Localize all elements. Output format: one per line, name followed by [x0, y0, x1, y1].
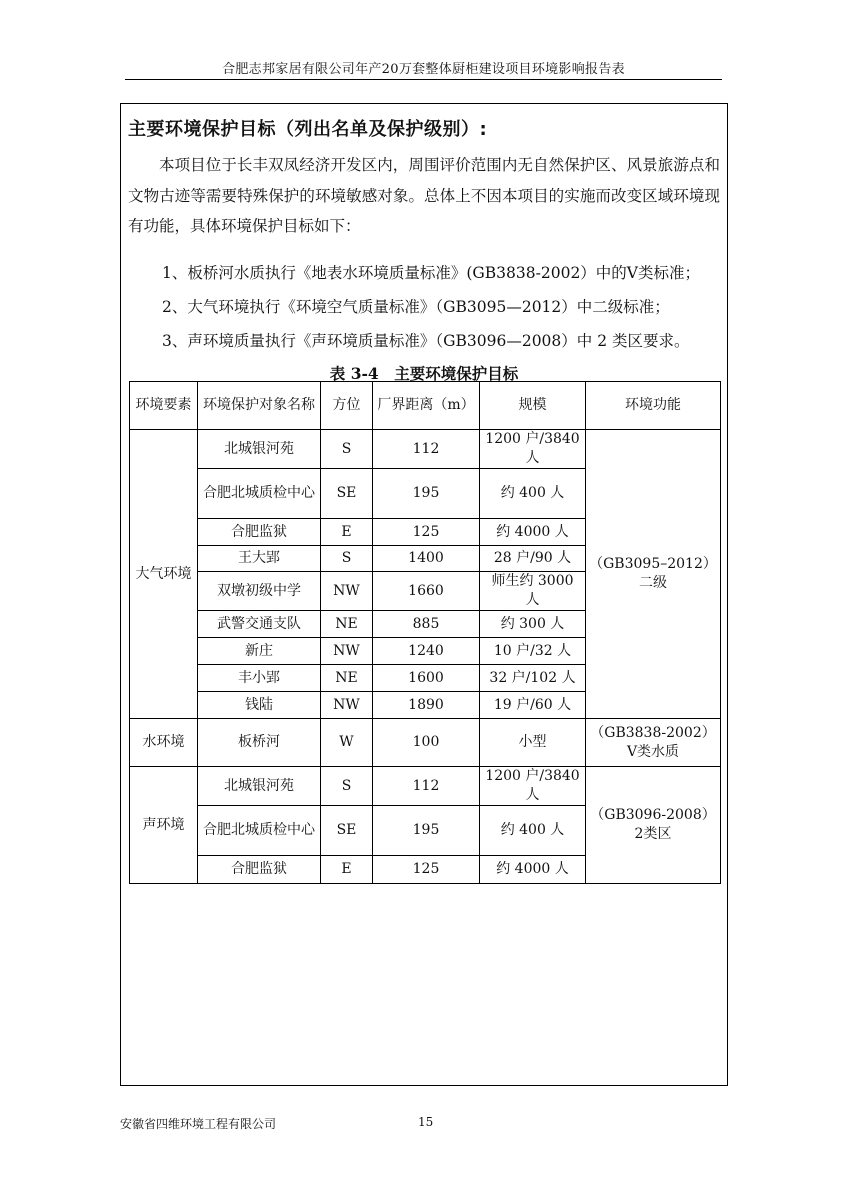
distance-cell: 1400	[373, 546, 480, 572]
direction-cell: NW	[321, 638, 373, 665]
page-header-title: 合肥志邦家居有限公司年产20万套整体厨柜建设项目环境影响报告表	[222, 62, 625, 77]
distance-cell: 885	[373, 611, 480, 638]
env-element-cell: 声环境	[130, 767, 198, 884]
env-function-cell: （GB3838-2002）Ⅴ类水质	[586, 719, 721, 767]
protection-target-item: 1、板桥河水质执行《地表水环境质量标准》(GB3838-2002）中的Ⅴ类标准；	[162, 264, 701, 282]
distance-cell: 195	[373, 806, 480, 856]
column-header: 规模	[480, 382, 586, 430]
scale-cell: 约 400 人	[480, 469, 586, 519]
target-name-cell: 北城银河苑	[198, 430, 321, 469]
scale-cell: 1200 户/3840 人	[480, 430, 586, 469]
distance-cell: 1660	[373, 572, 480, 611]
scale-cell: 32 户/102 人	[480, 665, 586, 692]
distance-cell: 1890	[373, 692, 480, 719]
footer-company: 安徽省四维环境工程有限公司	[120, 1117, 277, 1131]
table-row	[130, 430, 721, 469]
scale-cell: 约 300 人	[480, 611, 586, 638]
distance-cell: 1600	[373, 665, 480, 692]
column-header: 环境要素	[130, 382, 198, 430]
target-name-cell: 合肥北城质检中心	[198, 806, 321, 856]
target-name-cell: 合肥监狱	[198, 519, 321, 546]
target-name-cell: 钱陆	[198, 692, 321, 719]
direction-cell: SE	[321, 806, 373, 856]
protection-target-table	[129, 381, 721, 884]
table-row	[130, 767, 721, 806]
direction-cell: S	[321, 767, 373, 806]
distance-cell: 1240	[373, 638, 480, 665]
direction-cell: E	[321, 519, 373, 546]
scale-cell: 19 户/60 人	[480, 692, 586, 719]
target-name-cell: 双墩初级中学	[198, 572, 321, 611]
scale-cell: 约 4000 人	[480, 856, 586, 884]
target-name-cell: 板桥河	[198, 719, 321, 767]
table-row	[130, 719, 721, 767]
scale-cell: 1200 户/3840 人	[480, 767, 586, 806]
page-number: 15	[418, 1115, 434, 1129]
scale-cell: 10 户/32 人	[480, 638, 586, 665]
env-function-cell: （GB3095–2012）二级	[586, 430, 721, 719]
scale-cell: 28 户/90 人	[480, 546, 586, 572]
distance-cell: 112	[373, 430, 480, 469]
target-name-cell: 合肥监狱	[198, 856, 321, 884]
table-caption: 表 3-4 主要环境保护目标	[329, 364, 519, 383]
direction-cell: NE	[321, 665, 373, 692]
scale-cell: 小型	[480, 719, 586, 767]
direction-cell: SE	[321, 469, 373, 519]
scale-cell: 约 4000 人	[480, 519, 586, 546]
target-name-cell: 丰小郢	[198, 665, 321, 692]
scale-cell: 师生约 3000 人	[480, 572, 586, 611]
section-heading: 主要环境保护目标（列出名单及保护级别）:	[128, 119, 488, 140]
target-name-cell: 新庄	[198, 638, 321, 665]
header-divider	[125, 79, 722, 80]
column-header: 环境保护对象名称	[198, 382, 321, 430]
direction-cell: NE	[321, 611, 373, 638]
distance-cell: 125	[373, 856, 480, 884]
protection-target-item: 2、大气环境执行《环境空气质量标准》（GB3095—2012）中二级标准；	[162, 298, 670, 316]
target-name-cell: 武警交通支队	[198, 611, 321, 638]
column-header: 环境功能	[586, 382, 721, 430]
protection-target-item: 3、声环境质量执行《声环境质量标准》（GB3096—2008）中 2 类区要求。	[162, 332, 690, 350]
target-name-cell: 王大郢	[198, 546, 321, 572]
distance-cell: 112	[373, 767, 480, 806]
intro-paragraph: 本项目位于长丰双凤经济开发区内，周围评价范围内无自然保护区、风景旅游点和文物古迹等需要特殊保护的环境敏感对象。总体上不因本项目的实施而改变区域环境现有功能，具体环境保护目标如下：	[128, 156, 720, 235]
column-header: 方位	[321, 382, 373, 430]
scale-cell: 约 400 人	[480, 806, 586, 856]
direction-cell: S	[321, 430, 373, 469]
env-element-cell: 水环境	[130, 719, 198, 767]
table-header-row	[130, 382, 721, 430]
direction-cell: NW	[321, 692, 373, 719]
target-name-cell: 北城银河苑	[198, 767, 321, 806]
direction-cell: W	[321, 719, 373, 767]
distance-cell: 195	[373, 469, 480, 519]
direction-cell: S	[321, 546, 373, 572]
direction-cell: NW	[321, 572, 373, 611]
env-function-cell: （GB3096-2008）2类区	[586, 767, 721, 884]
distance-cell: 100	[373, 719, 480, 767]
env-element-cell: 大气环境	[130, 430, 198, 719]
target-name-cell: 合肥北城质检中心	[198, 469, 321, 519]
direction-cell: E	[321, 856, 373, 884]
column-header: 厂界距离（m）	[373, 382, 480, 430]
distance-cell: 125	[373, 519, 480, 546]
